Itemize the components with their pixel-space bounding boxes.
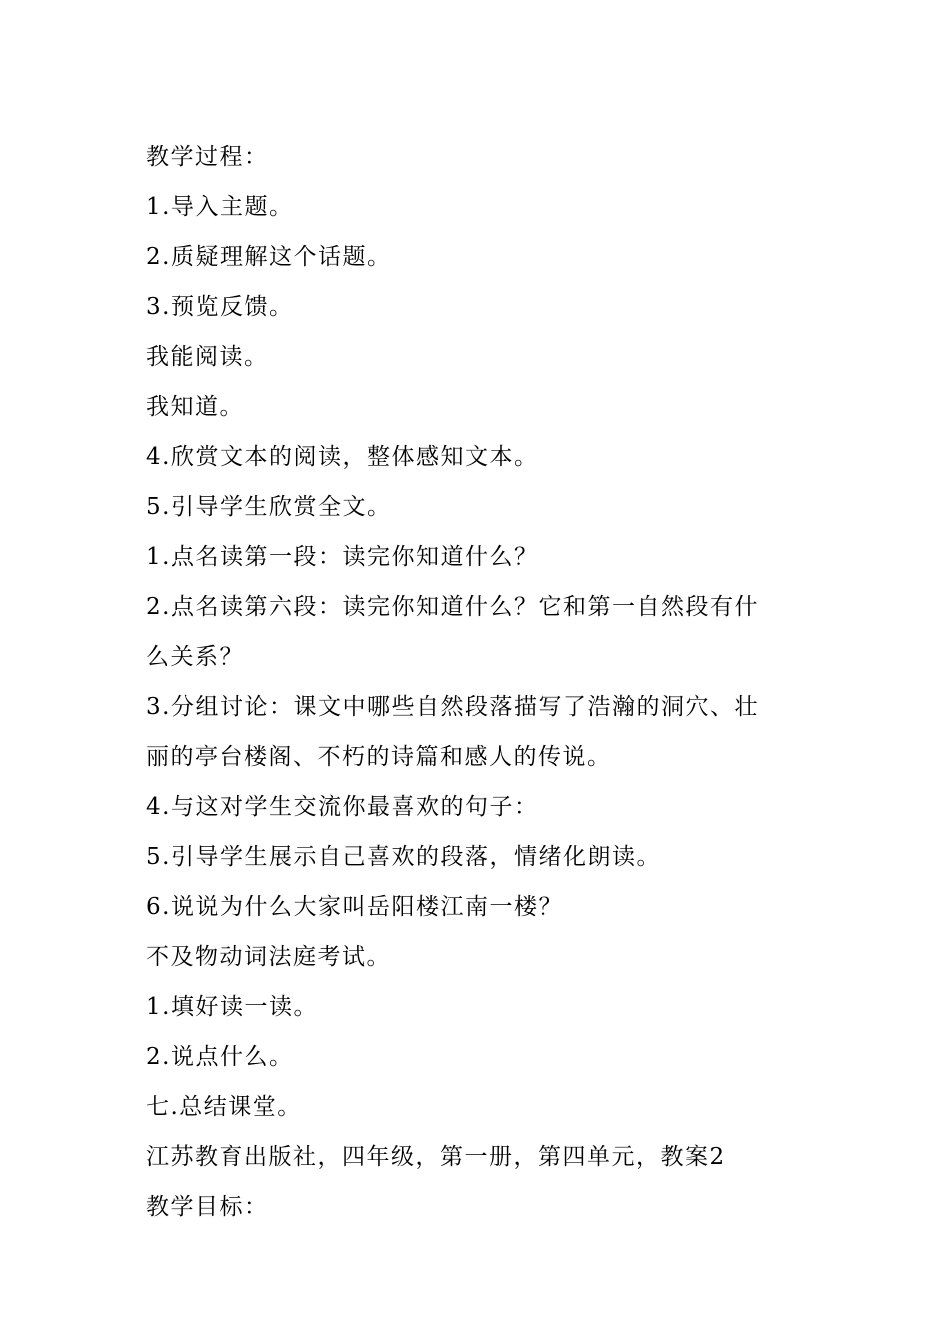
text-line: 3.预览反馈。 <box>146 294 294 320</box>
text-line: 丽的亭台楼阁、不朽的诗篇和感人的传说。 <box>146 744 612 770</box>
text-line: 1.导入主题。 <box>146 194 294 220</box>
document-body <box>146 132 816 1232</box>
text-line: 5.引导学生欣赏全文。 <box>146 494 392 520</box>
text-line: 3.分组讨论：课文中哪些自然段落描写了浩瀚的洞穴、壮 <box>146 694 759 720</box>
text-line: 4.欣赏文本的阅读，整体感知文本。 <box>146 444 539 470</box>
text-line: 我知道。 <box>146 394 244 420</box>
text-line: 不及物动词法庭考试。 <box>146 944 391 970</box>
text-line: 1.填好读一读。 <box>146 994 318 1020</box>
text-line: 2.说点什么。 <box>146 1044 294 1070</box>
text-line: 我能阅读。 <box>146 344 269 370</box>
section-heading-teaching-process: 教学过程： <box>146 144 269 170</box>
text-line: 5.引导学生展示自己喜欢的段落，情绪化朗读。 <box>146 844 661 870</box>
section-heading-teaching-objectives: 教学目标： <box>146 1194 269 1220</box>
text-line: 么关系？ <box>146 644 244 670</box>
text-line: 4.与这对学生交流你最喜欢的句子： <box>146 794 539 820</box>
text-line: 2.点名读第六段：读完你知道什么？它和第一自然段有什 <box>146 594 759 620</box>
text-line: 2.质疑理解这个话题。 <box>146 244 392 270</box>
text-line: 1.点名读第一段：读完你知道什么？ <box>146 544 539 570</box>
text-line: 6.说说为什么大家叫岳阳楼江南一楼？ <box>146 894 563 920</box>
lesson-plan-title: 江苏教育出版社，四年级，第一册，第四单元，教案2 <box>146 1144 726 1170</box>
section-heading-summary: 七.总结课堂。 <box>146 1094 302 1120</box>
